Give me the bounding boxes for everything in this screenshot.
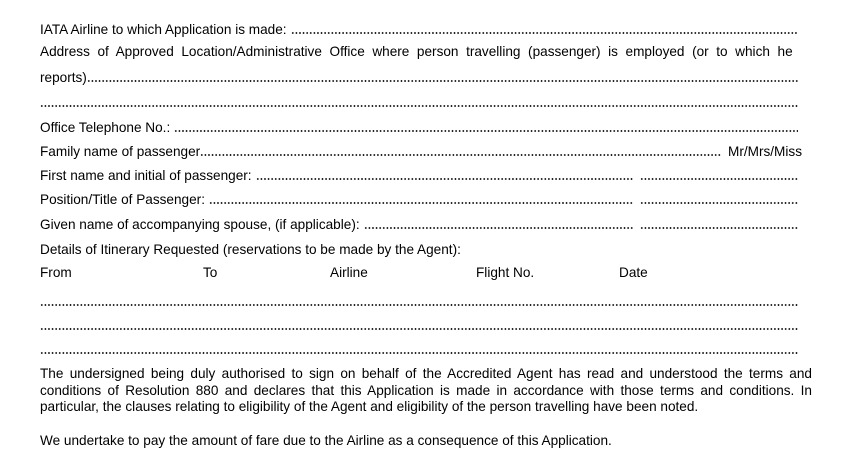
itinerary-row-3[interactable] — [40, 340, 798, 358]
position-fill-line[interactable] — [209, 201, 634, 205]
spouse-field[interactable] — [40, 215, 798, 233]
itinerary-fill-line-1[interactable] — [40, 303, 798, 307]
itinerary-heading — [40, 240, 798, 258]
declaration-text: The undersigned being duly authorised to sign on behalf of the Accredited Agent has read and understood the terms and conditions of Resolution 880 and declares that this Application is made in accordance with those terms and conditions. In particular, the clauses relating to eligibility of the Agent and eligibility of the person travelling have been noted. — [40, 366, 812, 414]
address-label-cont: reports) — [40, 70, 87, 85]
title-options: Mr/Mrs/Miss — [728, 144, 802, 159]
office-phone-fill-line[interactable] — [174, 129, 798, 133]
itinerary-label: Details of Itinerary Requested (reservations to be made by the Agent): — [40, 242, 461, 257]
spouse-label: Given name of accompanying spouse, (if applicable): — [40, 217, 360, 232]
spouse-fill-line-2[interactable] — [640, 226, 798, 230]
address-field-2[interactable] — [40, 93, 798, 111]
family-name-fill-line[interactable] — [200, 153, 722, 157]
first-name-label: First name and initial of passenger: — [40, 168, 252, 183]
itinerary-row-1[interactable] — [40, 292, 798, 310]
family-name-label: Family name of passenger — [40, 144, 201, 159]
address-label-text: Address of Approved Location/Administrative Office where person travelling (passenger) is employed (or to which he — [40, 44, 793, 59]
airline-label: IATA Airline to which Application is made: — [40, 22, 287, 37]
column-date: Date — [619, 265, 648, 280]
first-name-initial-fill-line[interactable] — [640, 177, 798, 181]
address-field-1[interactable] — [40, 68, 798, 86]
office-phone-field[interactable] — [40, 118, 798, 136]
column-airline: Airline — [330, 265, 368, 280]
airline-fill-line[interactable] — [291, 31, 798, 35]
position-field[interactable] — [40, 190, 798, 208]
itinerary-row-2[interactable] — [40, 316, 798, 334]
office-phone-label: Office Telephone No.: — [40, 120, 171, 135]
airline-field[interactable] — [40, 20, 798, 38]
family-name-field[interactable] — [40, 142, 802, 160]
column-to: To — [203, 265, 218, 280]
column-flight-no: Flight No. — [476, 265, 535, 280]
address-label — [40, 44, 810, 62]
first-name-fill-line[interactable] — [256, 177, 634, 181]
column-from: From — [40, 265, 72, 280]
undertaking-text: We undertake to pay the amount of fare due to the Airline as a consequence of this Application. — [40, 433, 612, 448]
spouse-fill-line[interactable] — [364, 226, 634, 230]
address-fill-line-1[interactable] — [87, 79, 798, 83]
itinerary-columns — [40, 265, 798, 283]
position-fill-line-2[interactable] — [640, 201, 798, 205]
first-name-field[interactable] — [40, 166, 798, 184]
itinerary-fill-line-2[interactable] — [40, 327, 798, 331]
itinerary-fill-line-3[interactable] — [40, 351, 798, 355]
position-label: Position/Title of Passenger: — [40, 192, 205, 207]
address-fill-line-2[interactable] — [40, 104, 798, 108]
